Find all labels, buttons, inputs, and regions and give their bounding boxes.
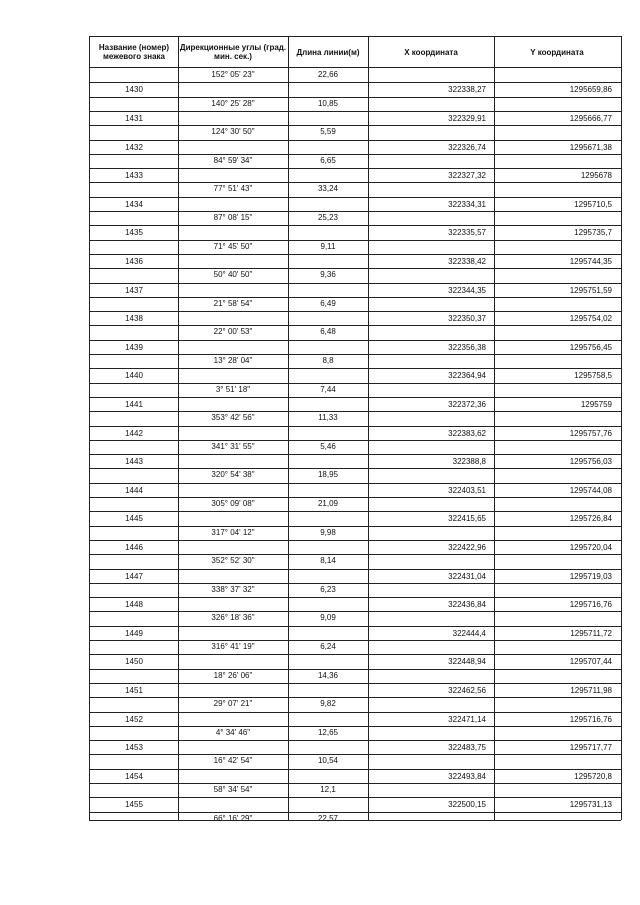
point-name: 1439 bbox=[125, 342, 143, 352]
line-length-value: 33,24 bbox=[317, 184, 339, 194]
row-divider bbox=[89, 554, 621, 555]
point-name: 1454 bbox=[125, 771, 143, 781]
y-coordinate-value: 1295756,45 bbox=[569, 342, 612, 352]
row-divider bbox=[89, 526, 621, 527]
bearing-value: 3° 51' 18" bbox=[215, 384, 251, 394]
x-coordinate-value: 322327,32 bbox=[448, 171, 486, 181]
y-coordinate-value: 1295744,35 bbox=[569, 256, 612, 266]
row-divider bbox=[89, 311, 621, 312]
row-divider bbox=[89, 683, 621, 684]
line-length-value: 5,46 bbox=[320, 441, 336, 451]
point-name: 1449 bbox=[125, 628, 143, 638]
line-length-value: 6,24 bbox=[320, 642, 336, 651]
bearing-value: 84° 59' 34" bbox=[213, 155, 253, 165]
row-divider bbox=[89, 67, 621, 68]
y-coordinate-value: 1295759 bbox=[580, 399, 612, 409]
line-length-value: 22,66 bbox=[317, 70, 339, 79]
y-coordinate-value: 1295744,08 bbox=[569, 485, 612, 495]
row-divider bbox=[89, 754, 621, 755]
y-coordinate-value: 1295720,8 bbox=[574, 771, 612, 781]
x-coordinate-value: 322356,38 bbox=[448, 342, 486, 352]
row-divider bbox=[89, 125, 621, 126]
row-divider bbox=[89, 325, 621, 326]
y-coordinate-value: 1295659,86 bbox=[569, 85, 612, 95]
row-divider bbox=[89, 640, 621, 641]
x-coordinate-value: 322500,15 bbox=[448, 800, 486, 810]
row-divider bbox=[89, 383, 621, 384]
bearing-value: 66° 16' 29" bbox=[213, 813, 253, 823]
y-coordinate-value: 1295719,03 bbox=[569, 571, 612, 581]
point-name: 1443 bbox=[125, 457, 143, 467]
x-coordinate-value: 322493,84 bbox=[448, 771, 486, 781]
bearing-value: 124° 30' 50" bbox=[211, 127, 255, 137]
row-divider bbox=[89, 812, 621, 813]
y-coordinate-value: 1295751,59 bbox=[569, 285, 612, 295]
x-coordinate-value: 322344,35 bbox=[448, 285, 486, 295]
bearing-value: 50° 40' 50" bbox=[213, 270, 253, 280]
x-coordinate-value: 322431,04 bbox=[448, 571, 486, 581]
line-length-value: 12,65 bbox=[317, 727, 339, 737]
y-coordinate-value: 1295726,84 bbox=[569, 514, 612, 524]
y-coordinate-value: 1295754,02 bbox=[569, 314, 612, 324]
line-length-value: 8,8 bbox=[322, 356, 334, 365]
row-divider bbox=[89, 540, 621, 541]
point-name: 1452 bbox=[125, 714, 143, 724]
row-divider bbox=[89, 340, 621, 341]
point-name: 1451 bbox=[125, 685, 143, 695]
bearing-value: 77° 51' 43" bbox=[213, 184, 253, 194]
bearing-value: 16° 42' 54" bbox=[213, 756, 253, 766]
row-divider bbox=[89, 511, 621, 512]
row-divider bbox=[89, 111, 621, 112]
bearing-value: 18° 26' 06" bbox=[213, 670, 253, 680]
bearing-value: 22° 00' 53" bbox=[213, 327, 253, 337]
bearing-value: 341° 31' 55" bbox=[211, 441, 255, 451]
row-divider bbox=[89, 211, 621, 212]
line-length-value: 6,49 bbox=[320, 298, 336, 308]
point-name: 1447 bbox=[125, 571, 143, 581]
x-coordinate-value: 322350,37 bbox=[448, 314, 486, 324]
row-divider bbox=[89, 712, 621, 713]
row-divider bbox=[89, 411, 621, 412]
row-divider bbox=[89, 240, 621, 241]
header-x-coordinate: X координата bbox=[404, 47, 458, 57]
x-coordinate-value: 322334,31 bbox=[448, 199, 486, 209]
bearing-value: 320° 54' 38" bbox=[211, 470, 255, 480]
point-name: 1445 bbox=[125, 514, 143, 524]
line-length-value: 6,65 bbox=[320, 155, 336, 165]
line-length-value: 5,59 bbox=[320, 127, 336, 137]
point-name: 1433 bbox=[125, 171, 143, 181]
line-length-value: 8,14 bbox=[320, 556, 336, 566]
bearing-value: 326° 18' 36" bbox=[211, 613, 255, 623]
row-divider bbox=[89, 140, 621, 141]
bearing-value: 13° 28' 04" bbox=[213, 356, 253, 365]
point-name: 1438 bbox=[125, 314, 143, 324]
x-coordinate-value: 322329,91 bbox=[448, 113, 486, 123]
y-coordinate-value: 1295710,5 bbox=[574, 199, 612, 209]
bearing-value: 316° 41' 19" bbox=[211, 642, 255, 651]
row-divider bbox=[89, 797, 621, 798]
point-name: 1434 bbox=[125, 199, 143, 209]
x-coordinate-value: 322338,42 bbox=[448, 256, 486, 266]
y-coordinate-value: 1295711,72 bbox=[570, 628, 612, 638]
row-divider bbox=[89, 454, 621, 455]
x-coordinate-value: 322444,4 bbox=[452, 628, 486, 638]
bearing-value: 152° 05' 23" bbox=[211, 70, 255, 79]
line-length-value: 22,57 bbox=[317, 813, 339, 823]
row-divider bbox=[89, 611, 621, 612]
row-divider bbox=[89, 669, 621, 670]
y-coordinate-value: 1295731,13 bbox=[569, 800, 612, 810]
bearing-value: 352° 52' 30" bbox=[211, 556, 255, 566]
point-name: 1442 bbox=[125, 428, 143, 438]
y-coordinate-value: 1295757,76 bbox=[569, 428, 612, 438]
point-name: 1455 bbox=[125, 800, 143, 810]
line-length-value: 6,23 bbox=[320, 584, 336, 594]
row-divider bbox=[89, 597, 621, 598]
row-divider bbox=[89, 254, 621, 255]
line-length-value: 9,98 bbox=[320, 527, 336, 537]
point-name: 1440 bbox=[125, 371, 143, 381]
header-y-coordinate: Y координата bbox=[530, 47, 584, 57]
row-divider bbox=[89, 697, 621, 698]
y-coordinate-value: 1295707,44 bbox=[569, 657, 612, 667]
bearing-value: 58° 34' 54" bbox=[213, 785, 253, 794]
row-divider bbox=[89, 368, 621, 369]
line-length-value: 9,36 bbox=[320, 270, 336, 280]
point-name: 1437 bbox=[125, 285, 143, 295]
line-length-value: 6,48 bbox=[320, 327, 336, 337]
line-length-value: 9,82 bbox=[320, 699, 336, 709]
point-name: 1448 bbox=[125, 600, 143, 610]
row-divider bbox=[89, 820, 621, 821]
row-divider bbox=[89, 654, 621, 655]
line-length-value: 9,09 bbox=[320, 613, 336, 623]
y-coordinate-value: 1295671,38 bbox=[569, 142, 612, 152]
x-coordinate-value: 322403,51 bbox=[448, 485, 486, 495]
bearing-value: 4° 34' 46" bbox=[215, 727, 251, 737]
x-coordinate-value: 322383,62 bbox=[448, 428, 486, 438]
y-coordinate-value: 1295716,76 bbox=[569, 714, 612, 724]
line-length-value: 25,23 bbox=[317, 213, 339, 222]
line-length-value: 10,85 bbox=[317, 98, 339, 108]
row-divider bbox=[89, 726, 621, 727]
header-point-name: Название (номер) межевого знака bbox=[98, 43, 170, 61]
bearing-value: 21° 58' 54" bbox=[213, 298, 253, 308]
bearing-value: 87° 08' 15" bbox=[213, 213, 253, 222]
y-coordinate-value: 1295735,7 bbox=[574, 228, 612, 238]
row-divider bbox=[89, 497, 621, 498]
x-coordinate-value: 322462,56 bbox=[448, 685, 486, 695]
point-name: 1435 bbox=[125, 228, 143, 238]
point-name: 1453 bbox=[125, 743, 143, 753]
x-coordinate-value: 322326,74 bbox=[448, 142, 486, 152]
row-divider bbox=[89, 769, 621, 770]
y-coordinate-value: 1295716,76 bbox=[569, 600, 612, 610]
x-coordinate-value: 322422,96 bbox=[448, 542, 486, 552]
row-divider bbox=[89, 268, 621, 269]
x-coordinate-value: 322372,36 bbox=[448, 399, 486, 409]
x-coordinate-value: 322335,57 bbox=[448, 228, 486, 238]
bearing-value: 317° 04' 12" bbox=[211, 527, 255, 537]
x-coordinate-value: 322364,94 bbox=[448, 371, 486, 381]
y-coordinate-value: 1295711,98 bbox=[570, 685, 612, 695]
row-divider bbox=[89, 426, 621, 427]
y-coordinate-value: 1295756,03 bbox=[569, 457, 612, 467]
x-coordinate-value: 322483,75 bbox=[448, 743, 486, 753]
row-divider bbox=[89, 583, 621, 584]
line-length-value: 12,1 bbox=[320, 785, 336, 794]
row-divider bbox=[89, 740, 621, 741]
row-divider bbox=[89, 154, 621, 155]
row-divider bbox=[89, 297, 621, 298]
line-length-value: 7,44 bbox=[320, 384, 336, 394]
x-coordinate-value: 322471,14 bbox=[448, 714, 486, 724]
bearing-value: 71° 45' 50" bbox=[213, 241, 253, 251]
row-divider bbox=[89, 225, 621, 226]
point-name: 1430 bbox=[125, 85, 143, 95]
header-line-length: Длина линии(м) bbox=[296, 47, 360, 57]
column-divider bbox=[621, 36, 622, 820]
x-coordinate-value: 322448,94 bbox=[448, 657, 486, 667]
point-name: 1446 bbox=[125, 542, 143, 552]
row-divider bbox=[89, 283, 621, 284]
y-coordinate-value: 1295678 bbox=[580, 171, 612, 181]
point-name: 1431 bbox=[125, 113, 143, 123]
row-divider bbox=[89, 440, 621, 441]
row-divider bbox=[89, 626, 621, 627]
line-length-value: 10,54 bbox=[317, 756, 339, 766]
row-divider bbox=[89, 36, 621, 37]
bearing-value: 140° 25' 28" bbox=[211, 98, 255, 108]
row-divider bbox=[89, 569, 621, 570]
line-length-value: 14,36 bbox=[317, 670, 339, 680]
row-divider bbox=[89, 182, 621, 183]
row-divider bbox=[89, 97, 621, 98]
line-length-value: 21,09 bbox=[317, 499, 339, 508]
bearing-value: 305° 09' 08" bbox=[211, 499, 255, 508]
x-coordinate-value: 322338,27 bbox=[448, 85, 486, 95]
point-name: 1450 bbox=[125, 657, 143, 667]
row-divider bbox=[89, 168, 621, 169]
point-name: 1432 bbox=[125, 142, 143, 152]
point-name: 1444 bbox=[125, 485, 143, 495]
bearing-value: 353° 42' 56" bbox=[211, 413, 255, 423]
row-divider bbox=[89, 197, 621, 198]
row-divider bbox=[89, 354, 621, 355]
point-name: 1436 bbox=[125, 256, 143, 266]
point-name: 1441 bbox=[125, 399, 143, 409]
row-divider bbox=[89, 397, 621, 398]
line-length-value: 11,33 bbox=[318, 413, 338, 423]
x-coordinate-value: 322415,65 bbox=[448, 514, 486, 524]
bearing-value: 29° 07' 21" bbox=[213, 699, 253, 709]
line-length-value: 18,95 bbox=[317, 470, 339, 480]
y-coordinate-value: 1295666,77 bbox=[569, 113, 612, 123]
x-coordinate-value: 322388,8 bbox=[452, 457, 486, 467]
y-coordinate-value: 1295758,5 bbox=[574, 371, 612, 381]
x-coordinate-value: 322436,84 bbox=[448, 600, 486, 610]
header-bearing: Дирекционные углы (град. мин. сек.) bbox=[179, 43, 287, 61]
y-coordinate-value: 1295720,04 bbox=[569, 542, 612, 552]
line-length-value: 9,11 bbox=[320, 241, 336, 251]
row-divider bbox=[89, 468, 621, 469]
row-divider bbox=[89, 483, 621, 484]
y-coordinate-value: 1295717,77 bbox=[569, 743, 612, 753]
bearing-value: 338° 37' 32" bbox=[211, 584, 255, 594]
row-divider bbox=[89, 783, 621, 784]
row-divider bbox=[89, 82, 621, 83]
